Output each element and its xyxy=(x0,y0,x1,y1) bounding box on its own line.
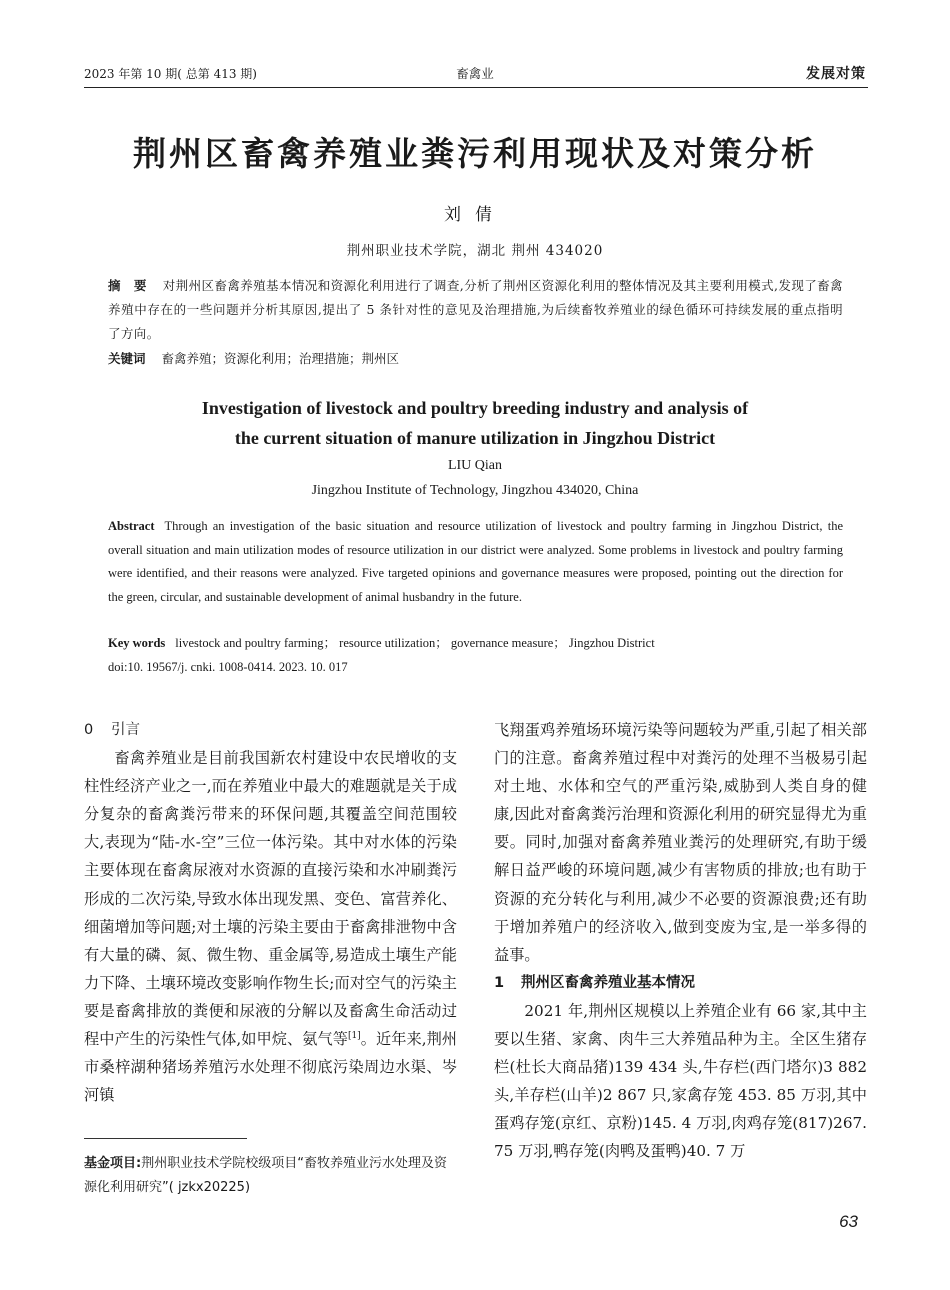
paper-title-zh: 荆州区畜禽养殖业粪污利用现状及对策分析 xyxy=(133,134,817,173)
section-0-number: 0 xyxy=(84,722,94,738)
running-header-column: 发展对策 xyxy=(806,66,866,82)
header-rule xyxy=(84,87,868,88)
keywords-zh-label: 关键词 xyxy=(108,351,146,366)
doi: doi:10. 19567/j. cnki. 1008-0414. 2023. 10. 017 xyxy=(108,660,348,674)
body-column-left xyxy=(84,716,457,1109)
running-header-issue: 2023 年第 10 期( 总第 413 期) xyxy=(84,67,257,81)
funding-footnote xyxy=(84,1152,459,1200)
keywords-en-label: Key words xyxy=(108,636,166,650)
abstract-zh-label: 摘 要 xyxy=(108,278,147,293)
section-1-number: 1 xyxy=(494,974,505,991)
footnote-rule xyxy=(84,1138,247,1139)
author-en: LIU Qian xyxy=(447,458,503,473)
abstract-en xyxy=(108,515,843,609)
intro-paragraph-1-text: 畜禽养殖业是目前我国新农村建设中农民增收的支柱性经济产业之一,而在养殖业中最大的难题就是关于成分复杂的畜禽粪污带来的环保问题,其覆盖空间范围较大,表现为“陆-水-空”三位一体污染。其中对水体的污染主要体现在畜禽尿液对水资源的直接污染和水冲刷粪污形成的二次污染,导致水体出现发黑、变色、富营养化、细菌增加等问题;对土壤的污染主要由于畜禽排泄物中含有大量的磷、氮、微生物、重金属等,易造成土壤生产能力下降、土壤环境改变影响作物生长;而对空气的污染主要是畜禽排放的粪便和尿液的分解以及畜禽生命活动过程中产生的污染性气体,如甲烷、氨气等 xyxy=(84,749,457,1049)
abstract-zh-text: 对荆州区畜禽养殖基本情况和资源化利用进行了调查,分析了荆州区资源化利用的整体情况及其主要利用模式,发现了畜禽养殖中存在的一些问题并分析其原因,提出了 5 条针对性的意见及治理措施,为后续畜牧养殖业的绿色循环可持续发展的重点指明了方向。 xyxy=(108,278,843,341)
page-number: 63 xyxy=(839,1212,858,1231)
keywords-zh-text: 畜禽养殖；资源化利用；治理措施；荆州区 xyxy=(161,351,400,366)
paper-title-en-line-1: Investigation of livestock and poultry breeding industry and analysis of xyxy=(201,398,749,418)
affiliation-en: Jingzhou Institute of Technology, Jingzhou 434020, China xyxy=(311,483,639,498)
running-header-journal: 畜禽业 xyxy=(456,66,494,81)
funding-footnote-label: 基金项目: xyxy=(84,1156,142,1171)
abstract-zh xyxy=(108,274,843,346)
keywords-en-text: livestock and poultry farming； resource utilization； governance measure； Jingzhou District xyxy=(175,636,655,650)
affiliation-zh: 荆州职业技术学院，湖北 荆州 434020 xyxy=(346,243,604,259)
author-zh: 刘倩 xyxy=(444,205,506,225)
section-0-title: 引言 xyxy=(111,722,140,738)
body-column-right xyxy=(494,716,867,1166)
abstract-en-label: Abstract xyxy=(108,519,155,533)
section-0-heading xyxy=(84,716,457,744)
funding-footnote-text: 荆州职业技术学院校级项目“畜牧养殖业污水处理及资源化利用研究”( jzkx20225) xyxy=(84,1156,447,1195)
paper-title-en-line-2: the current situation of manure utilization in Jingzhou District xyxy=(234,428,716,448)
section-1-paragraph-1: 2021 年,荆州区规模以上养殖企业有 66 家,其中主要以生猪、家禽、肉牛三大养殖品种为主。全区生猪存栏(杜长大商品猪)139 434 头,牛存栏(西门塔尔)3 882 头,羊存栏(山羊)2 867 只,家禽存笼 453. 85 万羽,其中蛋鸡存笼(京红、京粉)145. 4 万羽,肉鸡存笼(817)267. 75 万羽,鸭存笼(肉鸭及蛋鸭)40. 7 万 xyxy=(494,1001,867,1161)
paper-title-en xyxy=(0,393,950,453)
keywords-en xyxy=(108,632,655,655)
abstract-en-text: Through an investigation of the basic situation and resource utilization of livestock and poultry farming in Jingzhou District, the overall situation and main utilization modes of resource utilization in our district were analyzed. Some problems in livestock and poultry farming were identified, and their reasons were analyzed. Five targeted opinions and governance measures were proposed, pointing out the direction for the green, circular, and sustainable development of animal husbandry in the future. xyxy=(108,519,843,604)
intro-paragraph-1 xyxy=(84,744,457,1109)
section-1-title: 荆州区畜禽养殖业基本情况 xyxy=(521,974,695,991)
intro-paragraph-1-tail: 。近年来,荆州市桑梓湖种猪场养殖污水处理不彻底污染周边水渠、岑河镇 xyxy=(84,1030,457,1105)
intro-paragraph-1-continued: 飞翔蛋鸡养殖场环境污染等问题较为严重,引起了相关部门的注意。畜禽养殖过程中对粪污的处理不当极易引起对土地、水体和空气的严重污染,威胁到人类自身的健康,因此对畜禽粪污治理和资源化利用的研究显得尤为重要。同时,加强对畜禽养殖业粪污的处理研究,有助于缓解日益严峻的环境问题,减少有害物质的排放;也有助于资源的充分转化与利用,减少不必要的资源浪费;还有助于增加养殖户的经济收入,做到变废为宝,是一举多得的益事。 xyxy=(494,721,867,964)
keywords-zh xyxy=(108,347,843,371)
section-1-heading xyxy=(494,969,867,997)
citation-ref: [1] xyxy=(347,1030,361,1041)
